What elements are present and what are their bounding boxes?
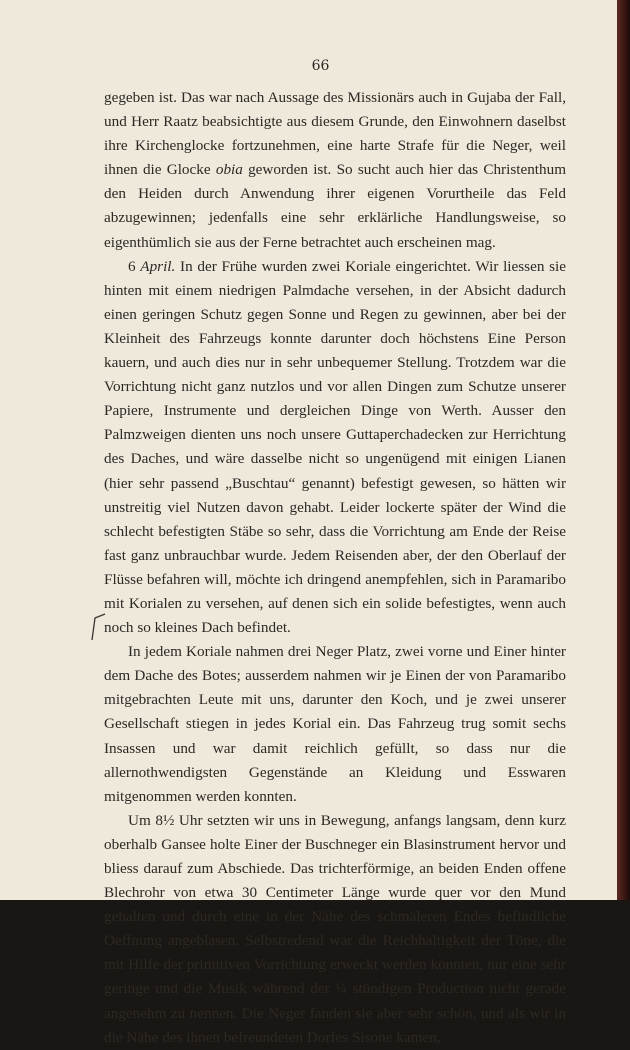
- body-text: [104, 86, 566, 1050]
- paragraph: In jedem Koriale nahmen drei Neger Platz, zwei vorne und Einer hinter dem Dache des Botes; ausserdem nahmen wir je Einen der von Paramaribo mitgebrachten Leute mit uns, darunter den Koch, und je zwei unserer Gesellschaft stiegen in jedes Korial ein. Das Fahrzeug trug somit sechs Insassen und war damit reichlich gefüllt, so dass nur die allernothwendigsten Gegenstände an Kleidung und Esswaren mitgenommen werden konnten.: [104, 643, 566, 805]
- book-binding-edge: [617, 0, 630, 900]
- paragraph: gegeben ist. Das war nach Aussage des Missionärs auch in Gujaba der Fall, und Herr Raatz beabsichtigte aus diesem Grunde, den Einwohnern daselbst ihre Kirchenglocke fortzunehmen, eine harte Strafe für die Neger, weil ihnen die Glocke obia geworden ist. So sucht auch hier das Christenthum den Heiden durch Anwendung ihrer eigenen Vorurtheile das Feld abzugewinnen; jedenfalls eine sehr erklärliche Handlungsweise, so eigenthümlich sie aus der Ferne betrachtet auch erscheinen mag.: [104, 89, 567, 251]
- paragraph: Um 8½ Uhr setzten wir uns in Bewegung, anfangs langsam, denn kurz oberhalb Gansee holte Einer der Buschneger ein Blasinstrument hervor und bliess darauf zum Abschiede. Das trichterförmige, an beiden Enden offene Blechrohr von etwa 30 Centimeter Länge wurde quer vor den Mund gehalten und durch eine in der Nähe des schmäleren Endes befindliche Oeffnung angeblasen. Selbstredend war die Reichhaltigkeit der Töne, die mit Hilfe der primitiven Vorrichtung erweckt werden konnten, nur eine sehr geringe und die Musik während der ¼ stündigen Production nicht gerade angenehm zu nennen. Die Neger fanden sie aber sehr schön, und als wir in die Nähe des ihnen befreundeten Dorfes Sisone kamen,: [104, 811, 566, 1046]
- page-number: 66: [311, 58, 330, 74]
- paragraph: 6 April. In der Frühe wurden zwei Koriale eingerichtet. Wir liessen sie hinten mit einem niedrigen Palmdache versehen, in der Absicht dadurch einen geringen Schutz gegen Sonne und Regen zu gewinnen, aber bei der Kleinheit des Fahrzeugs konnte darunter doch höchstens Eine Person kauern, und auch dies nur in sehr unbequemer Stellung. Trotzdem war die Vorrichtung nicht ganz nutzlos und vor allen Dingen zum Schutze unserer Papiere, Instrumente und dergleichen Dinge von Werth. Ausser den Palmzweigen dienten uns noch unsere Guttaperchadecken zur Herrichtung des Daches, und wäre dasselbe nicht so ungenügend mit einigen Lianen (hier sehr passend „Buschtau“ genannt) befestigt gewesen, so hätten wir unstreitig viel Nutzen davon gehabt. Leider lockerte später der Wind die schlecht befestigten Stäbe so sehr, dass die Vorrichtung am Ende der Reise fast ganz unbrauchbar wurde. Jedem Reisenden aber, der den Oberlauf der Flüsse befahren will, möchte ich dringend anempfehlen, sich in Paramaribo mit Korialen zu versehen, auf denen sich ein solide befestigtes, wenn auch noch so kleines Dach befindet.: [104, 257, 566, 637]
